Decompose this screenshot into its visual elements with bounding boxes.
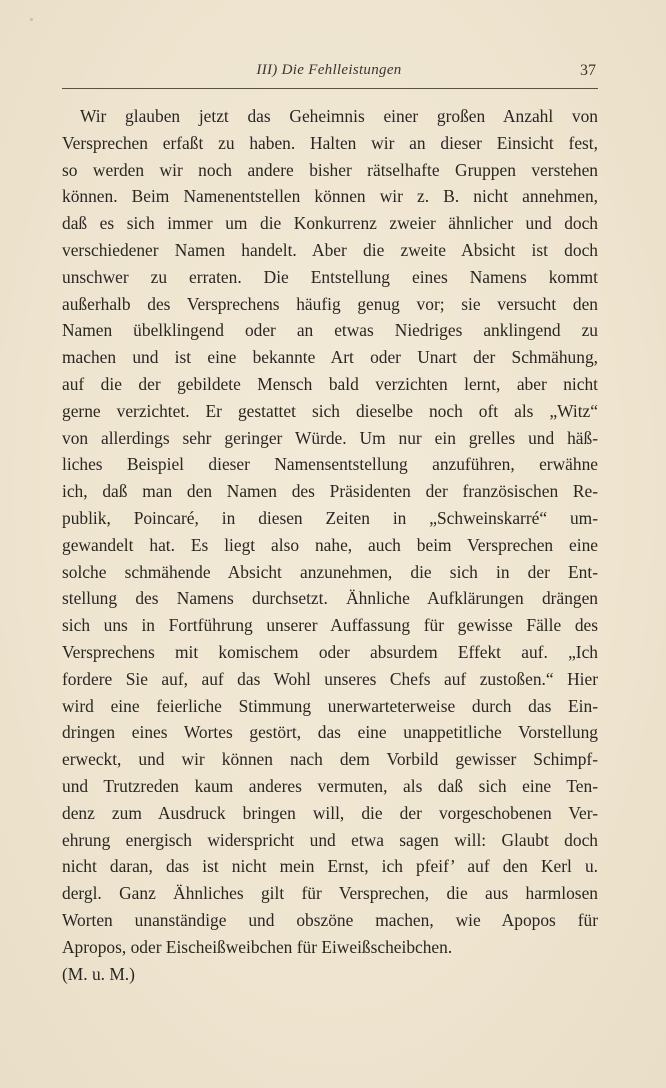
text-line: machen und ist eine bekannte Art oder Unart der Schmähung, xyxy=(62,347,598,368)
text-line: dergl. Ganz Ähnliches gilt für Versprechen, die aus harmlosen xyxy=(62,883,598,904)
text-line: publik, Poincaré, in diesen Zeiten in „Schweinskarré“ um- xyxy=(62,507,598,528)
text-line: wird eine feierliche Stimmung unerwarteterweise durch das Ein- xyxy=(62,695,598,716)
text-line: Versprechens mit komischem oder absurdem Effekt auf. „Ich xyxy=(62,641,598,662)
body-text xyxy=(62,103,598,987)
text-line: verschiedener Namen handelt. Aber die zweite Absicht ist doch xyxy=(62,239,598,260)
text-line: von allerdings sehr geringer Würde. Um nur ein grelles und häß- xyxy=(62,427,598,448)
text-line: stellung des Namens durchsetzt. Ähnliche Aufklärungen drängen xyxy=(62,588,598,609)
paper-speck xyxy=(30,18,33,21)
text-line: Apropos, oder Eischeißweibchen für Eiweißscheibchen. xyxy=(62,936,453,957)
text-line: können. Beim Namenentstellen können wir z. B. nicht annehmen, xyxy=(62,186,598,207)
running-head-title: III) Die Fehlleistungen xyxy=(256,62,402,78)
text-line: erweckt, und wir können nach dem Vorbild gewisser Schimpf- xyxy=(62,749,598,770)
text-line: außerhalb des Versprechens häufig genug vor; sie versucht den xyxy=(62,293,598,314)
text-line: (M. u. M.) xyxy=(62,963,135,984)
header-rule xyxy=(62,88,598,89)
text-line: Wir glauben jetzt das Geheimnis einer großen Anzahl von xyxy=(80,106,598,126)
text-line: gerne verzichtet. Er gestattet sich dieselbe noch oft als „Witz“ xyxy=(62,400,598,421)
text-line: nicht daran, das ist nicht mein Ernst, ich pfeif’ auf den Kerl u. xyxy=(62,856,598,877)
text-line: fordere Sie auf, auf das Wohl unseres Chefs auf zustoßen.“ Hier xyxy=(62,668,598,689)
running-header xyxy=(62,60,596,84)
text-line: liches Beispiel dieser Namensentstellung anzuführen, erwähne xyxy=(62,454,598,475)
text-line: Worten unanständige und obszöne machen, wie Apopos für xyxy=(62,909,598,930)
text-line: solche schmähende Absicht anzunehmen, die sich in der Ent- xyxy=(62,561,598,582)
text-line: daß es sich immer um die Konkurrenz zweier ähnlicher und doch xyxy=(62,213,598,234)
text-line: auf die der gebildete Mensch bald verzichten lernt, aber nicht xyxy=(62,373,598,394)
text-line: ich, daß man den Namen des Präsidenten der französischen Re- xyxy=(62,481,598,502)
text-line: sich uns in Fortführung unserer Auffassung für gewisse Fälle des xyxy=(62,615,598,636)
text-line: Namen übelklingend oder an etwas Niedriges anklingend zu xyxy=(62,320,598,341)
text-line: und Trutzreden kaum anderes vermuten, als daß sich eine Ten- xyxy=(62,775,598,796)
text-line: Versprechen erfaßt zu haben. Halten wir an dieser Einsicht fest, xyxy=(62,132,598,153)
text-line: denz zum Ausdruck bringen will, die der vorgeschobenen Ver- xyxy=(62,802,598,823)
text-line: so werden wir noch andere bisher rätselhafte Gruppen verstehen xyxy=(62,159,598,180)
text-line: ehrung energisch widerspricht und etwa sagen will: Glaubt doch xyxy=(62,829,598,850)
text-line: gewandelt hat. Es liegt also nahe, auch beim Versprechen eine xyxy=(62,534,598,555)
page-number: 37 xyxy=(580,62,596,79)
text-line: unschwer zu erraten. Die Entstellung eines Namens kommt xyxy=(62,266,598,287)
text-line: dringen eines Wortes gestört, das eine unappetitliche Vorstellung xyxy=(62,722,598,743)
